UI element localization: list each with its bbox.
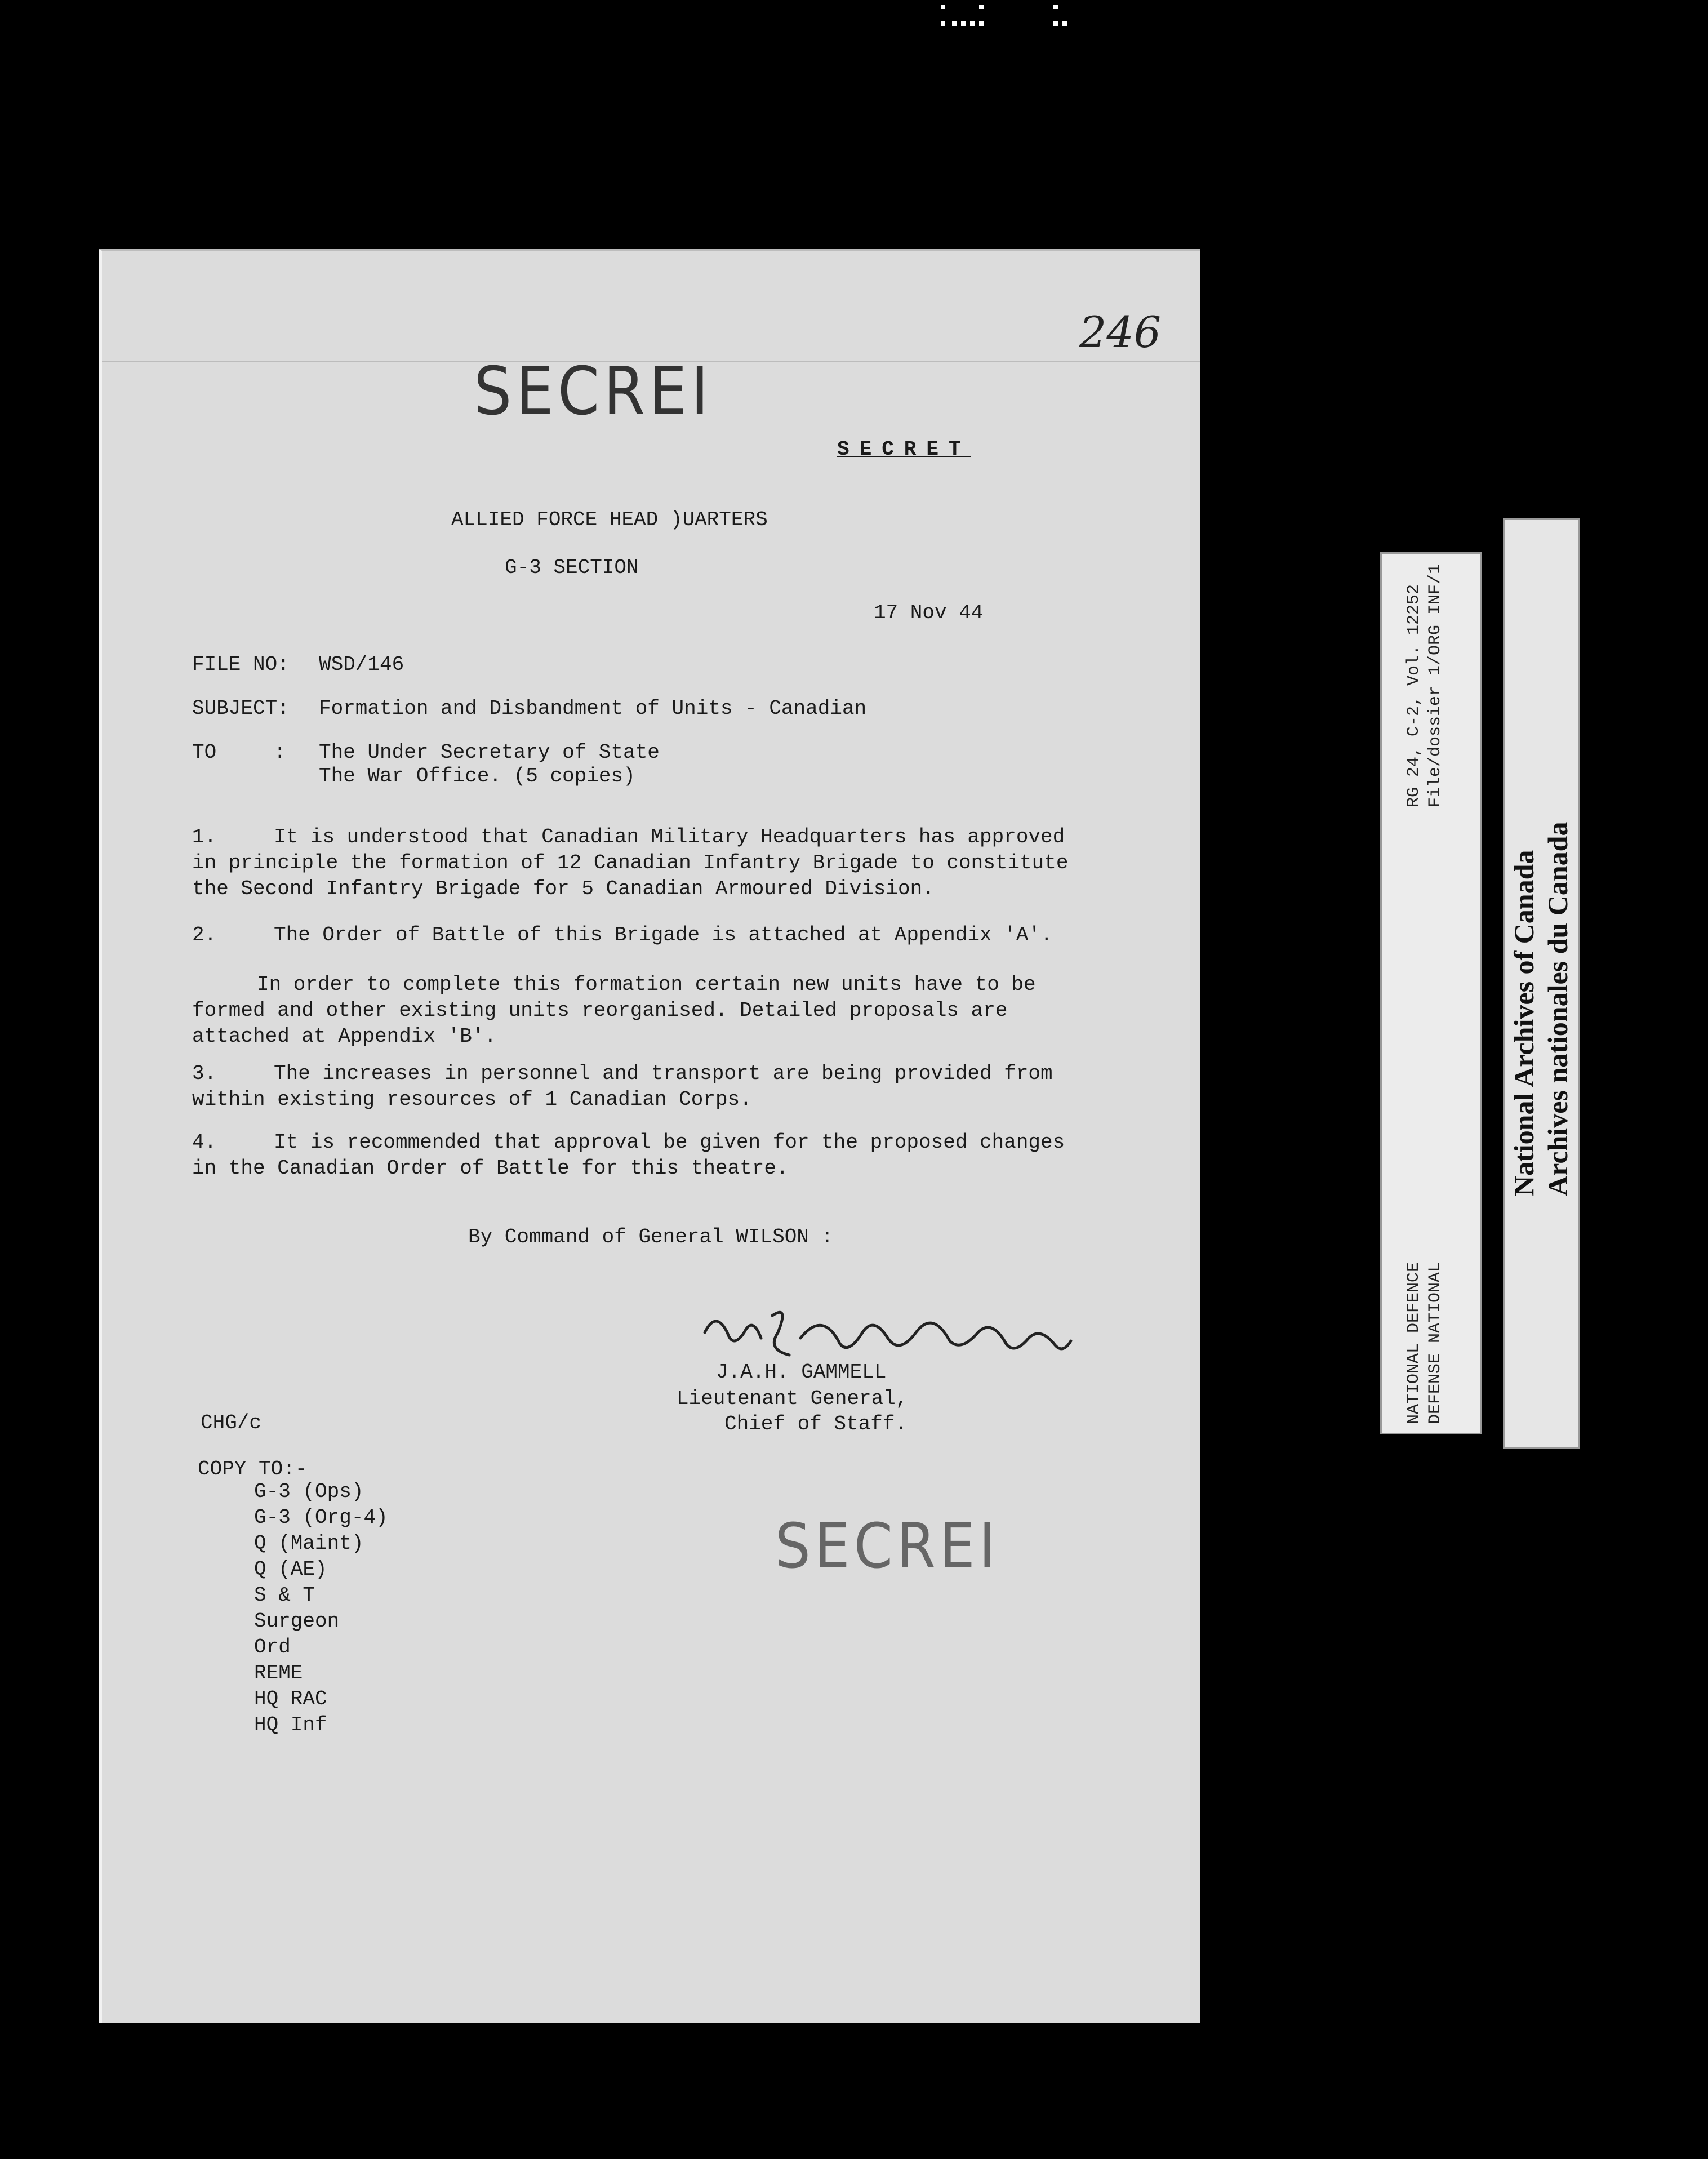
list-item: HQ RAC: [254, 1687, 327, 1711]
list-item: Q (Maint): [254, 1532, 364, 1555]
paragraph-line: the Second Infantry Brigade for 5 Canadian Armoured Division.: [192, 877, 935, 900]
paragraph-2-continued: [192, 972, 1036, 1050]
list-item: HQ Inf: [254, 1713, 327, 1736]
paragraph-line: The Order of Battle of this Brigade is attached at Appendix 'A'.: [274, 923, 1053, 947]
signer-rank: Lieutenant General,: [677, 1387, 908, 1410]
paragraph-line: It is understood that Canadian Military Headquarters has approved: [274, 825, 1065, 849]
list-item: Surgeon: [254, 1610, 340, 1633]
copy-to-list: [254, 1479, 388, 1738]
reference-initials: CHG/c: [201, 1411, 262, 1434]
list-item: REME: [254, 1662, 303, 1685]
paragraph-1: [192, 824, 1068, 902]
paragraph-number: 1.: [192, 825, 217, 849]
secret-stamp-top: SECREI: [474, 352, 713, 430]
paragraph-number: 4.: [192, 1131, 217, 1154]
archives-name-label: [1503, 518, 1580, 1449]
paragraph-number: 2.: [192, 923, 217, 947]
signer-name: J.A.H. GAMMELL: [716, 1361, 887, 1384]
list-item: S & T: [254, 1584, 315, 1607]
document-date: 17 Nov 44: [874, 601, 984, 624]
top-film-marks: [929, 0, 1087, 34]
document-page: [99, 249, 1200, 2023]
archive-ref-line-2: File/dossier 1/ORG INF/1: [1426, 563, 1445, 807]
paragraph-3: [192, 1061, 1053, 1113]
to-line-1: The Under Secretary of State: [319, 741, 660, 764]
paragraph-line: attached at Appendix 'B'.: [192, 1025, 497, 1048]
paragraph-line: within existing resources of 1 Canadian Corps.: [192, 1088, 752, 1111]
signer-title: Chief of Staff.: [724, 1412, 908, 1436]
paragraph-2: [192, 922, 1053, 948]
department-line-2: DEFENSE NATIONAL: [1426, 1261, 1445, 1424]
paragraph-line: The increases in personnel and transport are being provided from: [274, 1062, 1053, 1085]
paragraph-line: formed and other existing units reorganised. Detailed proposals are: [192, 999, 1008, 1022]
list-item: G-3 (Org-4): [254, 1506, 388, 1529]
file-number: WSD/146: [319, 653, 404, 676]
to-label: TO: [192, 741, 217, 764]
list-item: Q (AE): [254, 1558, 327, 1581]
paragraph-number: 3.: [192, 1062, 217, 1085]
subject-value: Formation and Disbandment of Units - Canadian: [319, 697, 867, 720]
classification-heading: SECRET: [837, 438, 971, 461]
secret-stamp-bottom: SECREI: [775, 1510, 1000, 1582]
org-section: G-3 SECTION: [505, 556, 639, 579]
archives-name-en: National Archives of Canada: [1508, 850, 1540, 1196]
to-line-2: The War Office. (5 copies): [319, 765, 635, 788]
department-line-1: NATIONAL DEFENCE: [1404, 1261, 1424, 1424]
file-label: FILE NO:: [192, 653, 290, 676]
archive-ref-line-1: RG 24, C-2, Vol. 12252: [1404, 584, 1424, 807]
paragraph-line: It is recommended that approval be given for the proposed changes: [274, 1131, 1065, 1154]
paragraph-line: in principle the formation of 12 Canadian Infantry Brigade to constitute: [192, 851, 1069, 874]
archives-name-fr: Archives nationales du Canada: [1542, 821, 1573, 1196]
list-item: Ord: [254, 1636, 291, 1659]
org-name: ALLIED FORCE HEAD )UARTERS: [451, 508, 768, 531]
archive-reference-label: [1380, 552, 1482, 1434]
paragraph-line: in the Canadian Order of Battle for this theatre.: [192, 1157, 789, 1180]
page-number: 246: [1079, 307, 1162, 357]
list-item: G-3 (Ops): [254, 1480, 364, 1503]
to-colon: :: [274, 741, 286, 764]
paragraph-4: [192, 1130, 1065, 1181]
paragraph-line: In order to complete this formation certain new units have to be: [257, 973, 1036, 996]
subject-label: SUBJECT:: [192, 697, 290, 720]
command-line: By Command of General WILSON :: [468, 1225, 834, 1249]
copy-to-label: COPY TO:-: [198, 1458, 308, 1481]
